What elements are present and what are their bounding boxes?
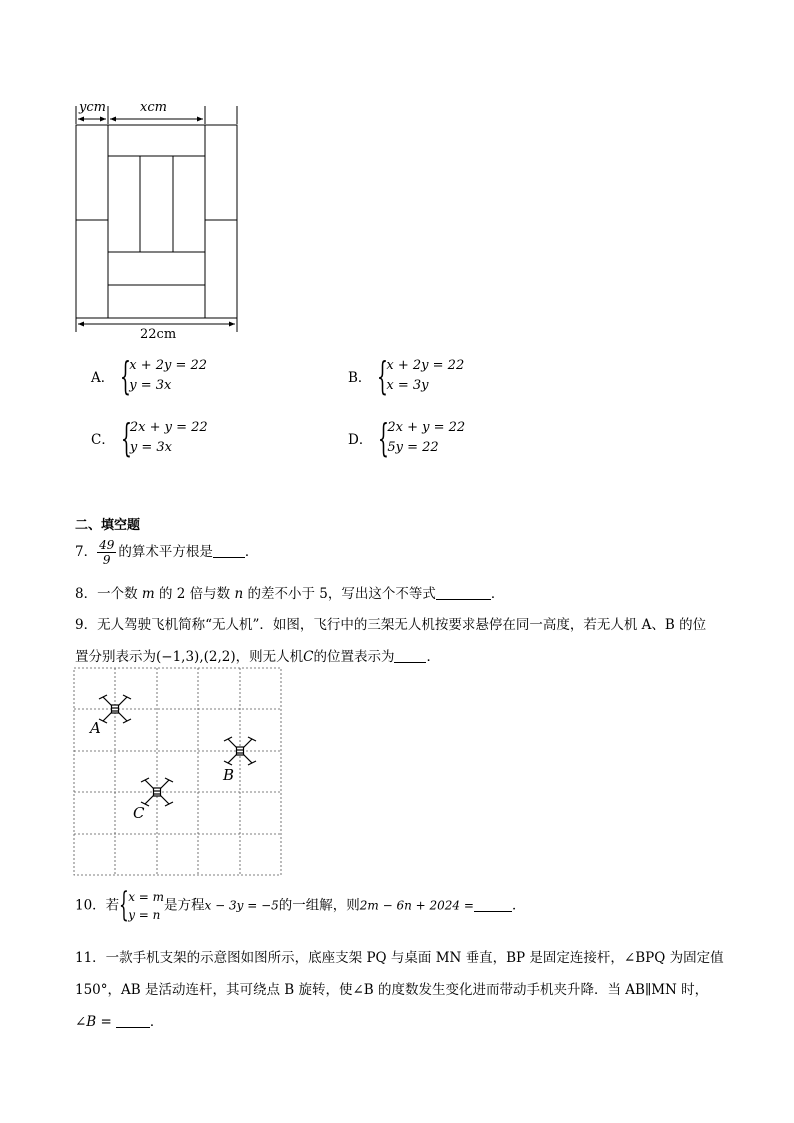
question-11-line-1: 11．一款手机支架的示意图如图所示，底座支架 PQ 与桌面 MN 垂直，BP 是固定连接杆，∠BPQ 为固定值	[75, 950, 724, 966]
question-text: 的一组解，则	[278, 897, 360, 914]
question-text: ，则无人机	[235, 649, 304, 665]
answer-blank[interactable]	[436, 586, 491, 600]
period: ．	[244, 544, 259, 560]
equation-system	[377, 356, 464, 396]
question-8	[75, 582, 504, 602]
equation: y = n	[128, 908, 161, 922]
period: ．	[511, 897, 526, 914]
question-text: 10．若	[75, 897, 120, 914]
fraction-numerator: 49	[99, 538, 115, 552]
question-text: 的算术平方根是	[118, 544, 213, 560]
rectangle-figure	[70, 96, 245, 344]
fraction-denominator: 9	[102, 553, 111, 567]
answer-blank[interactable]	[213, 544, 245, 558]
period: ．	[490, 586, 505, 602]
question-text: 8．一个数	[75, 586, 142, 602]
y-dimension-label: ycm	[79, 100, 106, 115]
option-letter: A．	[91, 370, 115, 386]
question-number: 7．	[75, 544, 98, 560]
option-letter: D．	[348, 432, 373, 448]
equation: 5y = 22	[387, 440, 439, 455]
fraction	[97, 538, 116, 567]
answer-blank[interactable]	[474, 898, 512, 912]
question-text: 的差不小于 5，写出这个不等式	[243, 586, 436, 602]
question-9-line-1: 9．无人驾驶飞机简称“无人机”．如图，飞行中的三架无人机按要求悬停在同一高度，若无人机 A、B 的位	[75, 617, 707, 633]
question-10	[75, 885, 526, 925]
equation: x + 2y = 22	[386, 358, 465, 373]
equation-system	[119, 885, 165, 925]
option-d[interactable]	[348, 418, 465, 458]
expression: 2m − 6n + 2024 =	[359, 898, 474, 913]
question-9-line-2	[75, 645, 440, 665]
equation: y = 3x	[129, 440, 172, 455]
option-letter: C．	[91, 432, 115, 448]
angle-b: ∠B =	[75, 1014, 112, 1030]
brace: {	[120, 354, 132, 398]
equation: x = m	[128, 890, 165, 904]
equation-system	[121, 418, 208, 458]
question-11-line-3	[75, 1010, 163, 1030]
width-dimension-label: 22cm	[140, 327, 177, 342]
x-dimension-label: xcm	[140, 100, 167, 115]
option-letter: B．	[348, 370, 372, 386]
equation: y = 3x	[129, 378, 172, 393]
answer-blank[interactable]	[116, 1014, 150, 1028]
brace: {	[119, 885, 129, 925]
question-7	[75, 538, 258, 567]
equation: 2x + y = 22	[129, 420, 208, 435]
brace: {	[378, 416, 390, 460]
question-text: 置分别表示为	[75, 649, 156, 665]
period: ．	[426, 649, 440, 665]
answer-blank[interactable]	[394, 649, 426, 663]
brace: {	[120, 416, 132, 460]
option-b[interactable]	[348, 356, 464, 396]
section-title: 二、填空题	[75, 518, 141, 533]
drone-label-c: C	[133, 804, 145, 822]
equation: x + 2y = 22	[129, 358, 208, 373]
brace: {	[377, 354, 389, 398]
question-11-line-2: 150°，AB 是活动连杆，其可绕点 B 旋转，使∠B 的度数发生变化进而带动手机夹升降．当 AB∥MN 时，	[75, 982, 709, 998]
equation-system	[120, 356, 207, 396]
drone-label-a: A	[90, 719, 101, 737]
coordinates: (−1,3),(2,2)	[156, 649, 236, 665]
variable-n: n	[234, 586, 244, 602]
variable-c: C	[303, 649, 314, 665]
question-text: 的位置表示为	[313, 649, 395, 665]
variable-m: m	[141, 586, 155, 602]
period: ．	[149, 1014, 164, 1030]
equation: x − 3y = −5	[204, 898, 279, 913]
option-c[interactable]	[91, 418, 208, 458]
equation: x = 3y	[386, 378, 429, 393]
question-text: 是方程	[164, 897, 205, 914]
drone-grid	[73, 667, 283, 877]
option-a[interactable]	[91, 356, 207, 396]
equation-system	[378, 418, 465, 458]
drone-label-b: B	[223, 766, 235, 784]
equation: 2x + y = 22	[387, 420, 466, 435]
question-text: 的 2 倍与数	[154, 586, 235, 602]
